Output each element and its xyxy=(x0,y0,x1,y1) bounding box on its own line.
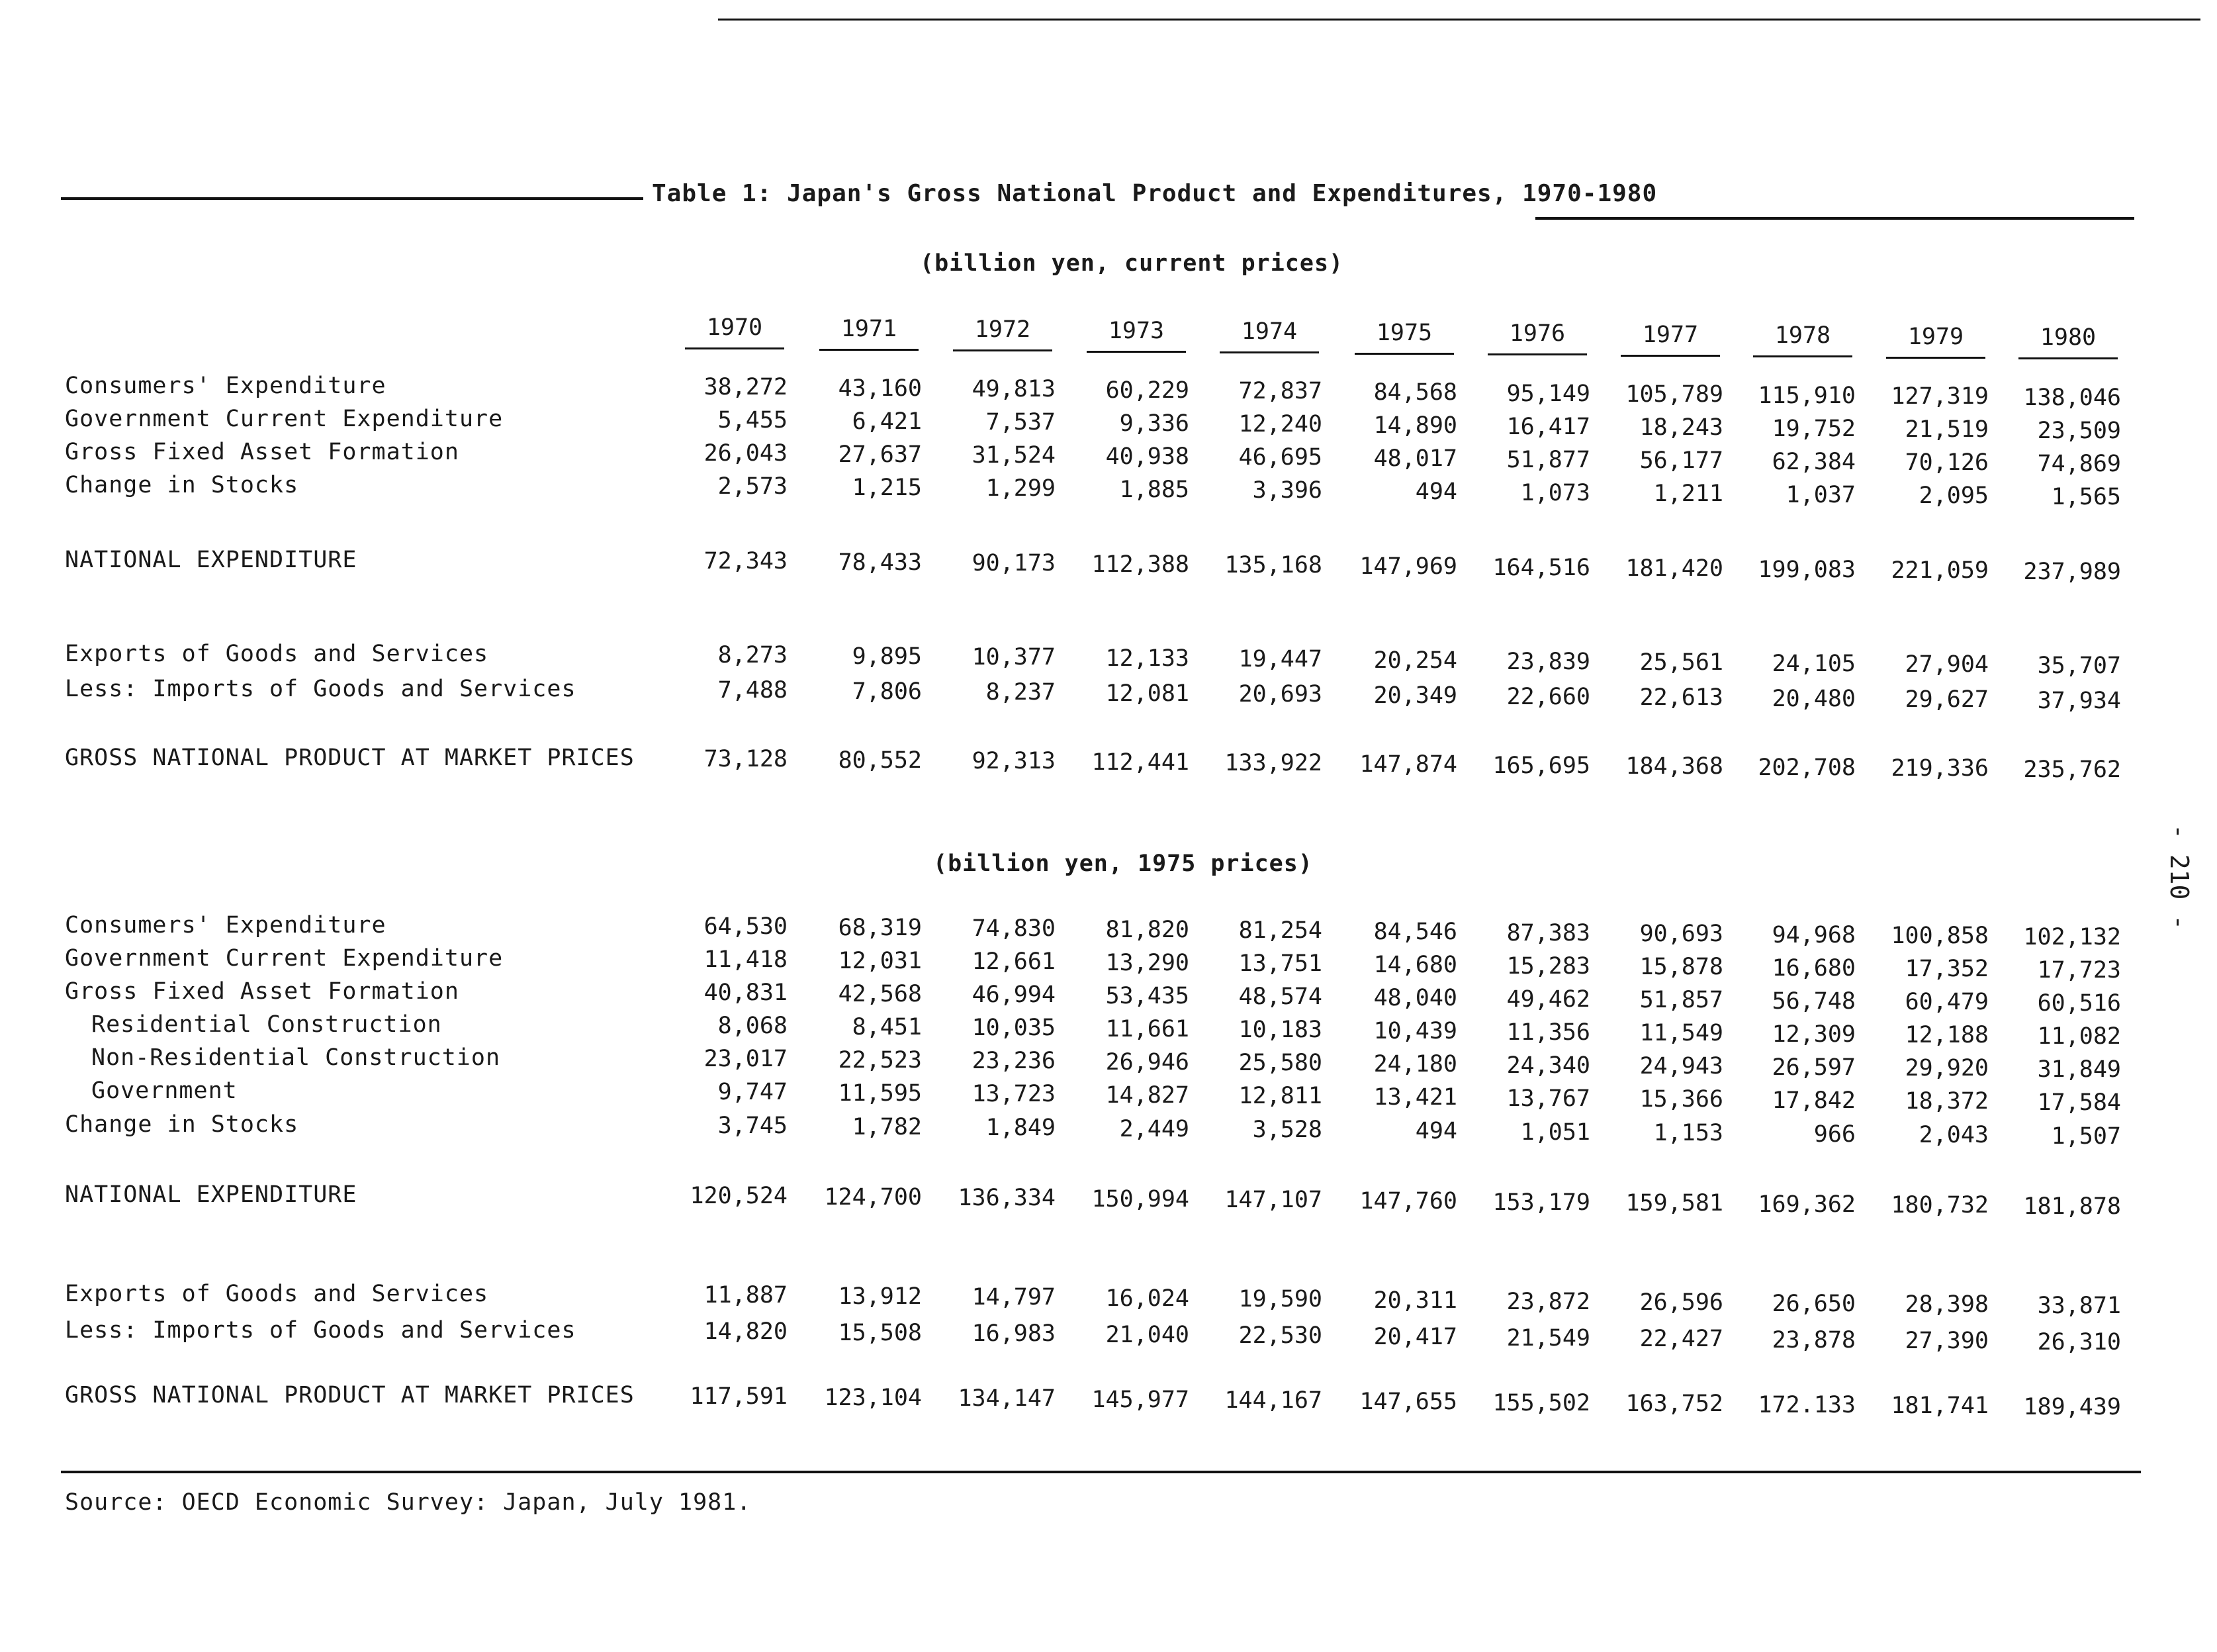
table-cell: 20,311 xyxy=(1373,1287,1457,1314)
row-label: GROSS NATIONAL PRODUCT AT MARKET PRICES xyxy=(65,1382,635,1408)
table-cell: 138,046 xyxy=(2023,385,2121,411)
year-underline xyxy=(1886,357,1985,359)
table-cell: 11,887 xyxy=(703,1282,788,1308)
table-cell: 14,890 xyxy=(1373,412,1457,439)
table-cell: 51,877 xyxy=(1506,446,1590,473)
table-cell: 60,516 xyxy=(2037,990,2121,1017)
table-cell: 48,040 xyxy=(1373,985,1457,1011)
table-cell: 180,732 xyxy=(1891,1192,1989,1219)
table-cell: 18,243 xyxy=(1639,414,1723,441)
table-cell: 2,573 xyxy=(717,473,788,500)
table-cell: 23,509 xyxy=(2037,418,2121,444)
table-cell: 9,747 xyxy=(717,1079,788,1105)
table-cell: 23,839 xyxy=(1506,648,1590,675)
table-cell: 23,236 xyxy=(972,1048,1056,1075)
title-rule-left xyxy=(61,197,643,200)
table-cell: 81,820 xyxy=(1105,916,1189,943)
table-cell: 10,183 xyxy=(1238,1017,1322,1044)
row-label: Change in Stocks xyxy=(65,472,299,498)
table-cell: 3,745 xyxy=(717,1113,788,1139)
year-header-1976: 1976 xyxy=(1509,320,1566,347)
table-cell: 17,352 xyxy=(1905,956,1989,983)
table-cell: 46,994 xyxy=(972,982,1056,1009)
table-cell: 144,167 xyxy=(1224,1387,1322,1414)
table-cell: 8,273 xyxy=(717,642,788,668)
table-cell: 147,107 xyxy=(1224,1187,1322,1214)
table-cell: 23,017 xyxy=(703,1046,788,1072)
table-cell: 74,869 xyxy=(2037,451,2121,477)
row-label: Less: Imports of Goods and Services xyxy=(65,1317,576,1344)
table-cell: 19,590 xyxy=(1238,1286,1322,1313)
row-label: Consumers' Expenditure xyxy=(65,373,386,399)
table-cell: 181,741 xyxy=(1891,1393,1989,1420)
table-cell: 14,827 xyxy=(1105,1081,1189,1109)
row-label: Residential Construction xyxy=(91,1011,442,1038)
top-scan-line xyxy=(718,19,2200,21)
table-cell: 81,254 xyxy=(1238,917,1322,944)
table-cell: 112,441 xyxy=(1091,749,1189,776)
row-label: Less: Imports of Goods and Services xyxy=(65,676,576,702)
table-cell: 11,661 xyxy=(1105,1015,1189,1042)
table-cell: 14,820 xyxy=(703,1318,788,1345)
table-cell: 29,920 xyxy=(1905,1055,1989,1082)
table-cell: 12,240 xyxy=(1238,411,1322,438)
table-cell: 21,549 xyxy=(1506,1324,1590,1352)
table-cell: 22,427 xyxy=(1639,1326,1723,1353)
table-cell: 15,878 xyxy=(1639,954,1723,981)
table-cell: 24,180 xyxy=(1373,1051,1457,1078)
table-cell: 12,811 xyxy=(1238,1083,1322,1110)
table-cell: 48,574 xyxy=(1238,984,1322,1011)
table-cell: 28,398 xyxy=(1905,1291,1989,1318)
table-cell: 123,104 xyxy=(824,1384,922,1411)
table-cell: 13,912 xyxy=(838,1283,922,1310)
table-cell: 134,147 xyxy=(958,1385,1056,1412)
table-cell: 56,748 xyxy=(1772,987,1856,1015)
table-cell: 64,530 xyxy=(703,913,788,940)
table-cell: 53,435 xyxy=(1105,982,1189,1009)
table-cell: 7,488 xyxy=(717,677,788,704)
table-cell: 90,173 xyxy=(972,550,1056,577)
table-cell: 27,904 xyxy=(1905,651,1989,678)
table-cell: 169,362 xyxy=(1758,1191,1856,1218)
table-cell: 87,383 xyxy=(1506,919,1590,946)
table-cell: 73,128 xyxy=(703,746,788,772)
table-cell: 117,591 xyxy=(690,1383,788,1410)
table-cell: 8,068 xyxy=(717,1013,788,1039)
table-cell: 94,968 xyxy=(1772,921,1856,948)
table-cell: 68,319 xyxy=(838,914,922,941)
table-cell: 136,334 xyxy=(958,1185,1056,1212)
table-cell: 17,584 xyxy=(2037,1089,2121,1116)
year-underline xyxy=(1087,351,1186,353)
table-cell: 10,439 xyxy=(1373,1018,1457,1044)
table-cell: 10,377 xyxy=(972,644,1056,671)
table-cell: 8,237 xyxy=(985,679,1056,706)
table-cell: 133,922 xyxy=(1224,750,1322,777)
table-cell: 49,462 xyxy=(1506,986,1590,1013)
table-cell: 15,283 xyxy=(1506,952,1590,980)
table-cell: 100,858 xyxy=(1891,923,1989,950)
table-cell: 147,874 xyxy=(1359,751,1457,778)
year-underline xyxy=(685,347,784,349)
table-cell: 38,272 xyxy=(703,374,788,400)
row-label: Exports of Goods and Services xyxy=(65,1281,489,1307)
table-cell: 7,537 xyxy=(985,409,1056,436)
table-cell: 60,479 xyxy=(1905,989,1989,1016)
page-number: - 210 - xyxy=(2165,824,2194,931)
table-cell: 16,680 xyxy=(1772,954,1856,982)
row-label: Consumers' Expenditure xyxy=(65,912,386,939)
table-cell: 35,707 xyxy=(2037,653,2121,679)
table-cell: 165,695 xyxy=(1492,752,1590,779)
table-cell: 12,031 xyxy=(838,947,922,974)
table-cell: 105,789 xyxy=(1625,381,1723,408)
table-cell: 24,340 xyxy=(1506,1052,1590,1079)
year-underline xyxy=(2018,357,2118,359)
table-cell: 12,661 xyxy=(972,948,1056,976)
table-cell: 18,372 xyxy=(1905,1088,1989,1115)
table-cell: 237,989 xyxy=(2023,559,2121,585)
year-underline xyxy=(953,349,1052,351)
table-cell: 84,568 xyxy=(1373,379,1457,406)
table-cell: 1,211 xyxy=(1653,481,1723,508)
year-header-1970: 1970 xyxy=(706,314,763,341)
table-cell: 40,831 xyxy=(703,980,788,1006)
source-note: Source: OECD Economic Survey: Japan, July 1981. xyxy=(65,1489,752,1516)
year-underline xyxy=(1488,353,1587,355)
table-cell: 11,356 xyxy=(1506,1019,1590,1046)
table-cell: 22,660 xyxy=(1506,683,1590,710)
row-label: Change in Stocks xyxy=(65,1111,299,1138)
table-cell: 70,126 xyxy=(1905,449,1989,477)
table-cell: 22,530 xyxy=(1238,1322,1322,1350)
table-cell: 20,693 xyxy=(1238,681,1322,708)
table-cell: 29,627 xyxy=(1905,686,1989,713)
table-cell: 40,938 xyxy=(1105,443,1189,470)
table-cell: 22,613 xyxy=(1639,684,1723,711)
year-underline xyxy=(1621,355,1720,357)
table-cell: 27,637 xyxy=(838,441,922,468)
table-cell: 20,417 xyxy=(1373,1324,1457,1350)
table-cell: 20,480 xyxy=(1772,685,1856,712)
table-cell: 145,977 xyxy=(1091,1386,1189,1413)
table-cell: 26,310 xyxy=(2037,1329,2121,1355)
year-underline xyxy=(819,349,919,351)
table-cell: 26,650 xyxy=(1772,1290,1856,1317)
table-cell: 1,849 xyxy=(985,1115,1056,1142)
table-cell: 51,857 xyxy=(1639,987,1723,1014)
table-cell: 31,849 xyxy=(2037,1056,2121,1083)
table-cell: 147,760 xyxy=(1359,1188,1457,1215)
table-cell: 46,695 xyxy=(1238,444,1322,471)
table-cell: 189,439 xyxy=(2023,1394,2121,1420)
year-underline xyxy=(1220,351,1319,353)
section-subtitle-current: (billion yen, current prices) xyxy=(920,250,1344,277)
table-cell: 26,597 xyxy=(1772,1054,1856,1081)
table-cell: 11,595 xyxy=(838,1079,922,1107)
table-cell: 1,299 xyxy=(985,475,1056,502)
table-cell: 20,349 xyxy=(1373,682,1457,709)
table-cell: 7,806 xyxy=(852,678,922,705)
table-cell: 24,943 xyxy=(1639,1053,1723,1080)
table-cell: 966 xyxy=(1813,1121,1856,1148)
table-cell: 1,215 xyxy=(852,474,922,501)
table-cell: 150,994 xyxy=(1091,1185,1189,1213)
table-cell: 56,177 xyxy=(1639,447,1723,475)
table-cell: 12,081 xyxy=(1105,680,1189,707)
table-cell: 95,149 xyxy=(1506,380,1590,407)
table-cell: 135,168 xyxy=(1224,552,1322,579)
table-cell: 22,523 xyxy=(838,1046,922,1074)
table-cell: 494 xyxy=(1415,1118,1457,1144)
table-cell: 221,059 xyxy=(1891,557,1989,584)
table-cell: 16,417 xyxy=(1506,413,1590,440)
table-cell: 15,366 xyxy=(1639,1086,1723,1113)
table-cell: 494 xyxy=(1415,479,1457,505)
table-cell: 1,073 xyxy=(1520,479,1590,506)
table-cell: 26,043 xyxy=(703,440,788,467)
table-cell: 33,871 xyxy=(2037,1293,2121,1319)
year-header-1974: 1974 xyxy=(1241,318,1298,345)
table-cell: 14,680 xyxy=(1373,952,1457,978)
table-cell: 11,082 xyxy=(2037,1023,2121,1050)
table-cell: 9,336 xyxy=(1119,410,1189,437)
table-cell: 1,051 xyxy=(1520,1119,1590,1146)
table-cell: 1,153 xyxy=(1653,1120,1723,1147)
table-cell: 1,885 xyxy=(1119,476,1189,503)
year-header-1978: 1978 xyxy=(1774,322,1831,349)
table-cell: 19,752 xyxy=(1772,415,1856,442)
table-cell: 25,580 xyxy=(1238,1050,1322,1077)
table-cell: 3,396 xyxy=(1252,477,1322,504)
row-label: Government xyxy=(91,1078,238,1104)
table-cell: 26,596 xyxy=(1639,1289,1723,1316)
table-cell: 172.133 xyxy=(1758,1391,1856,1418)
table-cell: 48,017 xyxy=(1373,445,1457,472)
table-cell: 72,837 xyxy=(1238,378,1322,405)
table-cell: 72,343 xyxy=(703,548,788,574)
title-rule-right xyxy=(1535,217,2134,220)
table-cell: 42,568 xyxy=(838,980,922,1007)
table-cell: 49,813 xyxy=(972,376,1056,403)
table-cell: 78,433 xyxy=(838,549,922,576)
table-cell: 127,319 xyxy=(1891,383,1989,410)
year-header-1971: 1971 xyxy=(840,315,897,342)
table-cell: 5,455 xyxy=(717,407,788,434)
table-cell: 19,447 xyxy=(1238,646,1322,673)
table-cell: 13,767 xyxy=(1506,1085,1590,1112)
table-cell: 16,983 xyxy=(972,1320,1056,1348)
row-label: Government Current Expenditure xyxy=(65,406,504,432)
table-cell: 235,762 xyxy=(2023,757,2121,783)
table-cell: 115,910 xyxy=(1758,382,1856,409)
table-cell: 17,723 xyxy=(2037,957,2121,984)
table-cell: 74,830 xyxy=(972,915,1056,942)
table-cell: 31,524 xyxy=(972,442,1056,469)
table-cell: 2,095 xyxy=(1919,482,1989,510)
table-cell: 26,946 xyxy=(1105,1048,1189,1076)
table-cell: 147,969 xyxy=(1359,553,1457,580)
row-label: Gross Fixed Asset Formation xyxy=(65,978,459,1005)
table-cell: 159,581 xyxy=(1625,1190,1723,1217)
table-cell: 13,751 xyxy=(1238,950,1322,978)
table-cell: 2,043 xyxy=(1919,1122,1989,1149)
bottom-rule xyxy=(61,1471,2141,1473)
row-label: Non-Residential Construction xyxy=(91,1044,501,1071)
table-cell: 6,421 xyxy=(852,408,922,435)
section-subtitle-1975: (billion yen, 1975 prices) xyxy=(933,850,1313,877)
table-cell: 92,313 xyxy=(972,748,1056,775)
table-cell: 43,160 xyxy=(838,375,922,402)
table-cell: 184,368 xyxy=(1625,753,1723,780)
table-cell: 21,519 xyxy=(1905,416,1989,443)
table-cell: 181,420 xyxy=(1625,555,1723,582)
year-underline xyxy=(1753,355,1852,357)
table-cell: 27,390 xyxy=(1905,1328,1989,1355)
year-header-1977: 1977 xyxy=(1642,321,1699,348)
year-underline xyxy=(1355,353,1454,355)
table-cell: 11,549 xyxy=(1639,1020,1723,1047)
row-label: NATIONAL EXPENDITURE xyxy=(65,547,357,573)
table-cell: 25,561 xyxy=(1639,649,1723,676)
table-cell: 24,105 xyxy=(1772,650,1856,677)
table-title: Table 1: Japan's Gross National Product and Expenditures, 1970-1980 xyxy=(652,180,1658,207)
table-cell: 1,037 xyxy=(1786,481,1856,508)
table-cell: 15,508 xyxy=(838,1319,922,1346)
table-cell: 153,179 xyxy=(1492,1189,1590,1216)
year-header-1973: 1973 xyxy=(1108,317,1165,344)
table-cell: 163,752 xyxy=(1625,1391,1723,1418)
table-cell: 84,546 xyxy=(1373,919,1457,945)
table-cell: 1,565 xyxy=(2051,484,2121,510)
row-label: Exports of Goods and Services xyxy=(65,641,489,667)
table-cell: 202,708 xyxy=(1758,754,1856,781)
table-cell: 80,552 xyxy=(838,747,922,774)
table-cell: 181,878 xyxy=(2023,1193,2121,1220)
year-header-1980: 1980 xyxy=(2040,324,2097,351)
row-label: GROSS NATIONAL PRODUCT AT MARKET PRICES xyxy=(65,745,635,771)
row-label: NATIONAL EXPENDITURE xyxy=(65,1181,357,1208)
table-cell: 13,290 xyxy=(1105,949,1189,976)
table-cell: 199,083 xyxy=(1758,556,1856,583)
table-cell: 155,502 xyxy=(1492,1389,1590,1416)
table-cell: 219,336 xyxy=(1891,755,1989,782)
table-cell: 13,421 xyxy=(1373,1084,1457,1111)
table-cell: 12,309 xyxy=(1772,1021,1856,1048)
table-cell: 10,035 xyxy=(972,1015,1056,1042)
table-cell: 14,797 xyxy=(972,1284,1056,1311)
year-header-1979: 1979 xyxy=(1907,323,1964,350)
table-cell: 17,842 xyxy=(1772,1087,1856,1114)
table-cell: 23,872 xyxy=(1506,1288,1590,1315)
table-cell: 124,700 xyxy=(824,1183,922,1211)
table-cell: 1,782 xyxy=(852,1113,922,1140)
table-cell: 20,254 xyxy=(1373,647,1457,674)
table-cell: 9,895 xyxy=(852,643,922,670)
table-cell: 16,024 xyxy=(1105,1285,1189,1312)
table-cell: 12,188 xyxy=(1905,1022,1989,1049)
table-cell: 112,388 xyxy=(1091,551,1189,578)
table-cell: 8,451 xyxy=(852,1013,922,1040)
table-cell: 120,524 xyxy=(690,1183,788,1209)
table-cell: 21,040 xyxy=(1105,1321,1189,1348)
year-header-1972: 1972 xyxy=(974,316,1031,343)
table-cell: 12,133 xyxy=(1105,645,1189,672)
year-header-1975: 1975 xyxy=(1376,319,1433,346)
table-cell: 147,655 xyxy=(1359,1389,1457,1415)
table-cell: 13,723 xyxy=(972,1081,1056,1108)
table-cell: 2,449 xyxy=(1119,1115,1189,1142)
table-cell: 23,878 xyxy=(1772,1326,1856,1354)
row-label: Gross Fixed Asset Formation xyxy=(65,439,459,465)
table-cell: 90,693 xyxy=(1639,921,1723,948)
table-cell: 62,384 xyxy=(1772,448,1856,475)
table-cell: 11,418 xyxy=(703,946,788,973)
row-label: Government Current Expenditure xyxy=(65,945,504,972)
table-cell: 164,516 xyxy=(1492,554,1590,581)
table-cell: 3,528 xyxy=(1252,1117,1322,1144)
table-cell: 102,132 xyxy=(2023,924,2121,950)
table-cell: 1,507 xyxy=(2051,1123,2121,1150)
table-cell: 60,229 xyxy=(1105,377,1189,404)
table-cell: 37,934 xyxy=(2037,688,2121,714)
